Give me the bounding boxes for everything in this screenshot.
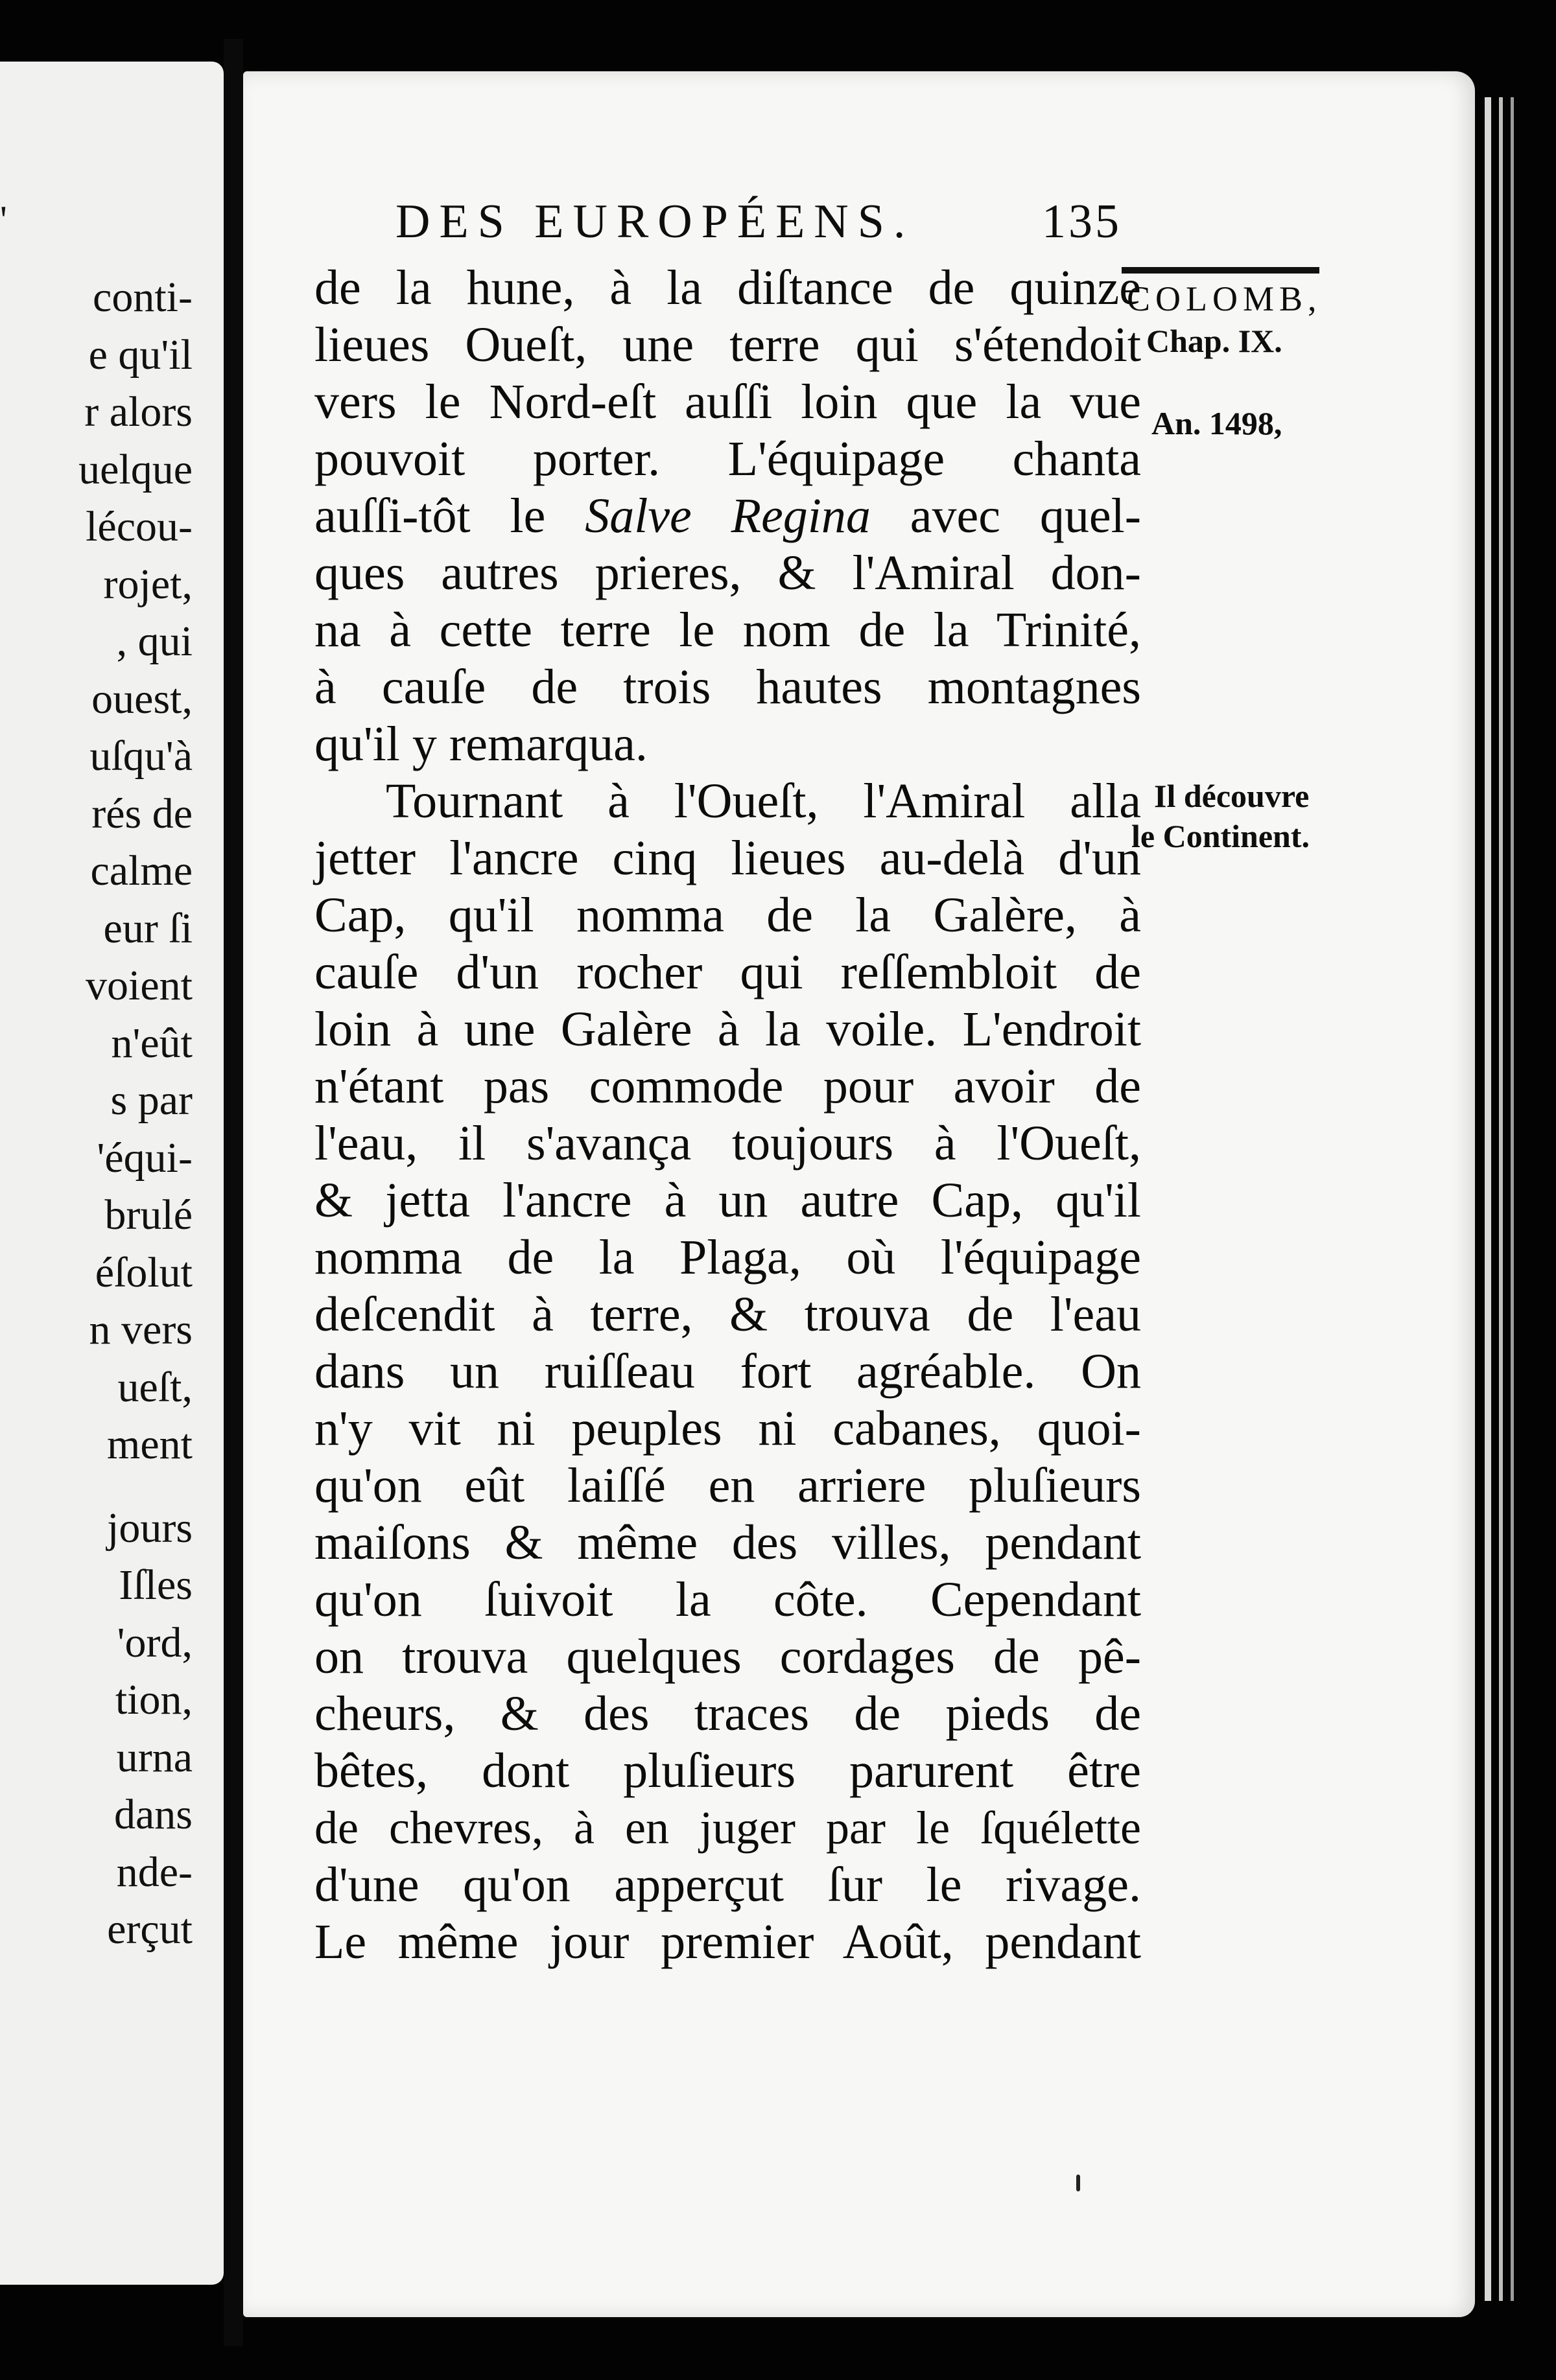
text-line: qu'on ſuivoit la côte. Cependant [314,1572,1141,1627]
previous-page-fragment-line: urna [116,1733,193,1781]
running-head-title: DES EUROPÉENS. [395,195,915,248]
text-line: n'étant pas commode pour avoir de [314,1059,1141,1114]
text-line: qu'il y remarqua. [314,717,648,771]
text-line: n'y vit ni peuples ni cabanes, quoi- [314,1401,1141,1456]
text-line: de chevres, à en juger par le ſquélette [314,1802,1141,1854]
text-line: dans un ruiſſeau fort agréable. On [314,1344,1141,1399]
text-line: cauſe d'un rocher qui reſſembloit de [314,945,1141,999]
text-line: pouvoit porter. L'équipage chanta [314,432,1141,486]
page-number: 135 [1042,195,1122,248]
previous-page-fragment-line: tion, [115,1676,193,1723]
text-line: nomma de la Plaga, où l'équipage [314,1230,1141,1285]
text-line: Cap, qu'il nomma de la Galère, à [314,888,1141,942]
previous-page-fragment-line: erçut [107,1906,193,1953]
text-line: on trouva quelques cordages de pê- [314,1629,1141,1684]
text-line: d'une qu'on apperçut ſur le rivage. [314,1858,1141,1912]
previous-page-fragment-line: uſqu'à [89,732,193,780]
previous-page-fragment-line: Iſles [119,1561,193,1609]
text-line: Le même jour premier Août, pendant [314,1915,1141,1969]
text-line: maiſons & même des villes, pendant [314,1515,1141,1570]
previous-page-fragment-line: brulé [104,1191,193,1239]
text-line: bêtes, dont pluſieurs parurent être [314,1744,1141,1798]
page-edge [1499,97,1503,2301]
running-head [395,194,1122,250]
previous-page-fragment-line: rés de [91,789,193,837]
margin-note-year: An. 1498, [1151,405,1282,441]
paragraph-start-line: Tournant à l'Oueſt, l'Amiral alla [386,774,1141,828]
margin-note-name: COLOMB, [1127,279,1322,318]
ink-speck [1076,2175,1080,2191]
previous-page-fragment-line: 'ord, [117,1618,193,1666]
text-line: l'eau, il s'avança toujours à l'Oueſt, [314,1116,1141,1171]
previous-page-mark: ' [0,198,7,241]
italic-title: Salve Regina [585,489,871,543]
text-line: na à cette terre le nom de la Trinité, [314,603,1141,657]
body-text [314,259,1141,1970]
previous-page-fragment-line: ueſt, [117,1363,193,1411]
text-line: cheurs, & des traces de pieds de [314,1686,1141,1741]
previous-page-fragment-line: voient [86,962,193,1009]
previous-page-fragment-line: ment [107,1421,193,1468]
page-edge [1485,97,1491,2301]
text-line: de la hune, à la diſtance de quinze [314,261,1141,315]
previous-page-fragment-line: lécou- [86,503,193,550]
previous-page-fragment-line: uelque [78,445,193,493]
previous-page-fragment-line: 'équi- [97,1134,193,1182]
previous-page-fragment-line: e qu'il [88,331,193,379]
previous-page-fragment-line: s par [110,1077,193,1124]
previous-page-fragment-line: jours [107,1504,193,1552]
previous-page-fragment-line: r alors [84,388,193,436]
text-line: à cauſe de trois hautes montagnes [314,660,1141,714]
text-line: qu'on eût laiſſé en arriere pluſieurs [314,1458,1141,1513]
previous-page-fragment-line: dans [114,1791,193,1838]
margin-note-topic-line2: le Continent. [1131,818,1310,854]
previous-page-fragment-line: n vers [89,1306,193,1353]
text-line: loin à une Galère à la voile. L'endroit [314,1002,1141,1056]
text-line: & jetta l'ancre à un autre Cap, qu'il [314,1173,1141,1228]
previous-page-fragment-line: ouest, [91,675,193,723]
margin-note-topic-line1: Il découvre [1154,778,1310,814]
text-line: jetter l'ancre cinq lieues au-delà d'un [314,831,1141,885]
previous-page-fragment-line: , qui [116,618,193,665]
margin-note-chapter: Chap. IX. [1146,323,1282,359]
previous-page-fragment-line: éſolut [95,1248,193,1296]
previous-page-fragment-line: calme [90,847,193,894]
text-line: vers le Nord-eſt auſſi loin que la vue [314,375,1141,429]
previous-page-fragment-line: n'eût [111,1019,193,1067]
text-line: deſcendit à terre, & trouva de l'eau [314,1287,1141,1342]
previous-page-fragment-line: conti- [93,274,193,321]
previous-page-fragment-line: rojet, [103,560,193,608]
text-line [314,487,1141,544]
page-edge [1511,97,1514,2301]
text-line: lieues Oueſt, une terre qui s'étendoit [314,318,1141,372]
book-gutter [224,39,243,2346]
text-segment: avec quel- [910,489,1142,543]
previous-page-fragment-line: nde- [116,1848,193,1896]
head-rule [1122,267,1319,274]
previous-page-fragment-line: eur ſi [103,904,193,952]
text-segment: auſſi-tôt le [314,489,546,543]
previous-page-fragment [0,62,224,2285]
text-line: ques autres prieres, & l'Amiral don- [314,546,1141,600]
